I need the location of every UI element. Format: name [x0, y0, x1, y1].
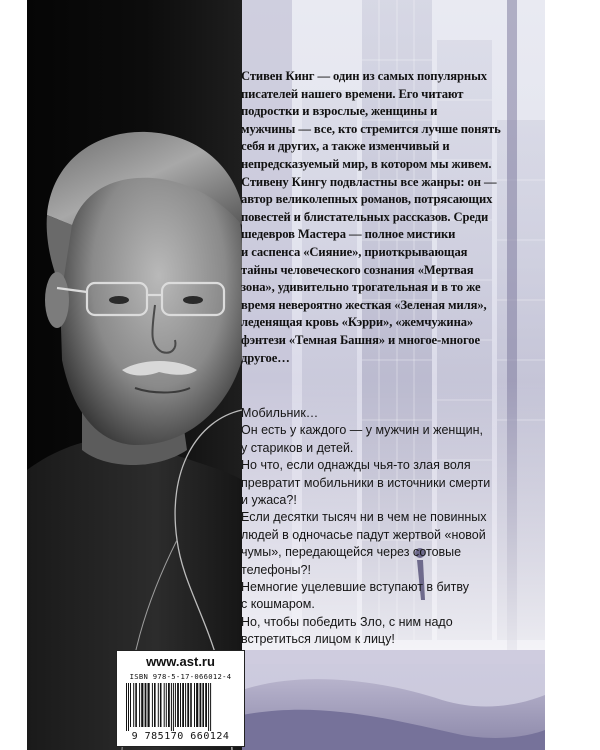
barcode-bar	[133, 683, 134, 727]
barcode-bar	[135, 683, 137, 727]
barcode-bar	[196, 683, 198, 727]
barcode-bar	[160, 683, 162, 727]
book-teaser: Мобильник… Он есть у каждого — у мужчин и женщин, у стариков и детей. Но что, если однажды чья-то злая воля превратит мобильники в источники смерти и ужаса?! Если десятки тысяч ни в чем не повинных людей в одночасье падут жертвой «новой чумы», передающейся через сотовые телефоны?! Немногие уцелевшие вступают в битву с кошмаром. Но, чтобы победить Зло, с ним надо встретиться лицом к лицу!	[241, 406, 491, 647]
barcode-bar	[164, 683, 165, 727]
author-description: Стивен Кинг — один из самых популярных писателей нашего времени. Его читают подростки и взрослые, женщины и мужчины — все, кто стремится лучше понять себя и других, а также изменчивый и непредсказуемый мир, в котором мы живем. Стивену Кингу подвластны все жанры: он — автор великолепных романов, потрясающих повестей и блистательных рассказов. Среди шедевров Мастера — полное мистики и саспенса «Сияние», приоткрывающая тайны человеческого сознания «Мертвая зона», удивительно трогательная и в то же время невероятно жесткая «Зеленая миля», леденящая кровь «Кэрри», «жемчужина» фэнтези «Темная Башня» и многое-многое другое…	[241, 69, 501, 365]
barcode-bar	[168, 683, 170, 727]
barcode-bar	[145, 683, 147, 727]
barcode-bars	[125, 683, 237, 731]
barcode-bar	[200, 683, 202, 727]
barcode-bar	[190, 683, 192, 727]
barcode-bar	[141, 683, 143, 727]
author-photo-illustration	[27, 0, 242, 750]
barcode-bar	[175, 683, 176, 727]
barcode-bar	[166, 683, 167, 727]
publisher-site: www.ast.ru	[146, 654, 215, 669]
barcode-block	[116, 650, 245, 747]
barcode-bar	[152, 683, 153, 727]
barcode-bar	[173, 683, 174, 731]
barcode-bar	[158, 683, 159, 727]
barcode-bar	[126, 683, 127, 731]
barcode-bar	[210, 683, 211, 731]
barcode-bar	[187, 683, 189, 727]
barcode-bar	[185, 683, 186, 727]
barcode-bar	[194, 683, 195, 727]
barcode-digits: 9 785170 660124	[131, 731, 230, 742]
author-photo	[27, 0, 242, 750]
barcode-bar	[177, 683, 179, 727]
barcode-bar	[180, 683, 181, 727]
barcode-bar	[128, 683, 129, 731]
barcode-bar	[139, 683, 140, 727]
barcode-bar	[154, 683, 156, 727]
barcode-bar	[171, 683, 172, 731]
barcode-bar	[208, 683, 209, 731]
barcode-bar	[148, 683, 150, 727]
barcode-bar	[182, 683, 184, 727]
barcode-bar	[130, 683, 131, 727]
barcode-bar	[205, 683, 207, 727]
isbn-number: ISBN 978-5-17-066012-4	[129, 672, 232, 681]
barcode-bar	[202, 683, 204, 727]
book-back-cover	[27, 0, 545, 750]
